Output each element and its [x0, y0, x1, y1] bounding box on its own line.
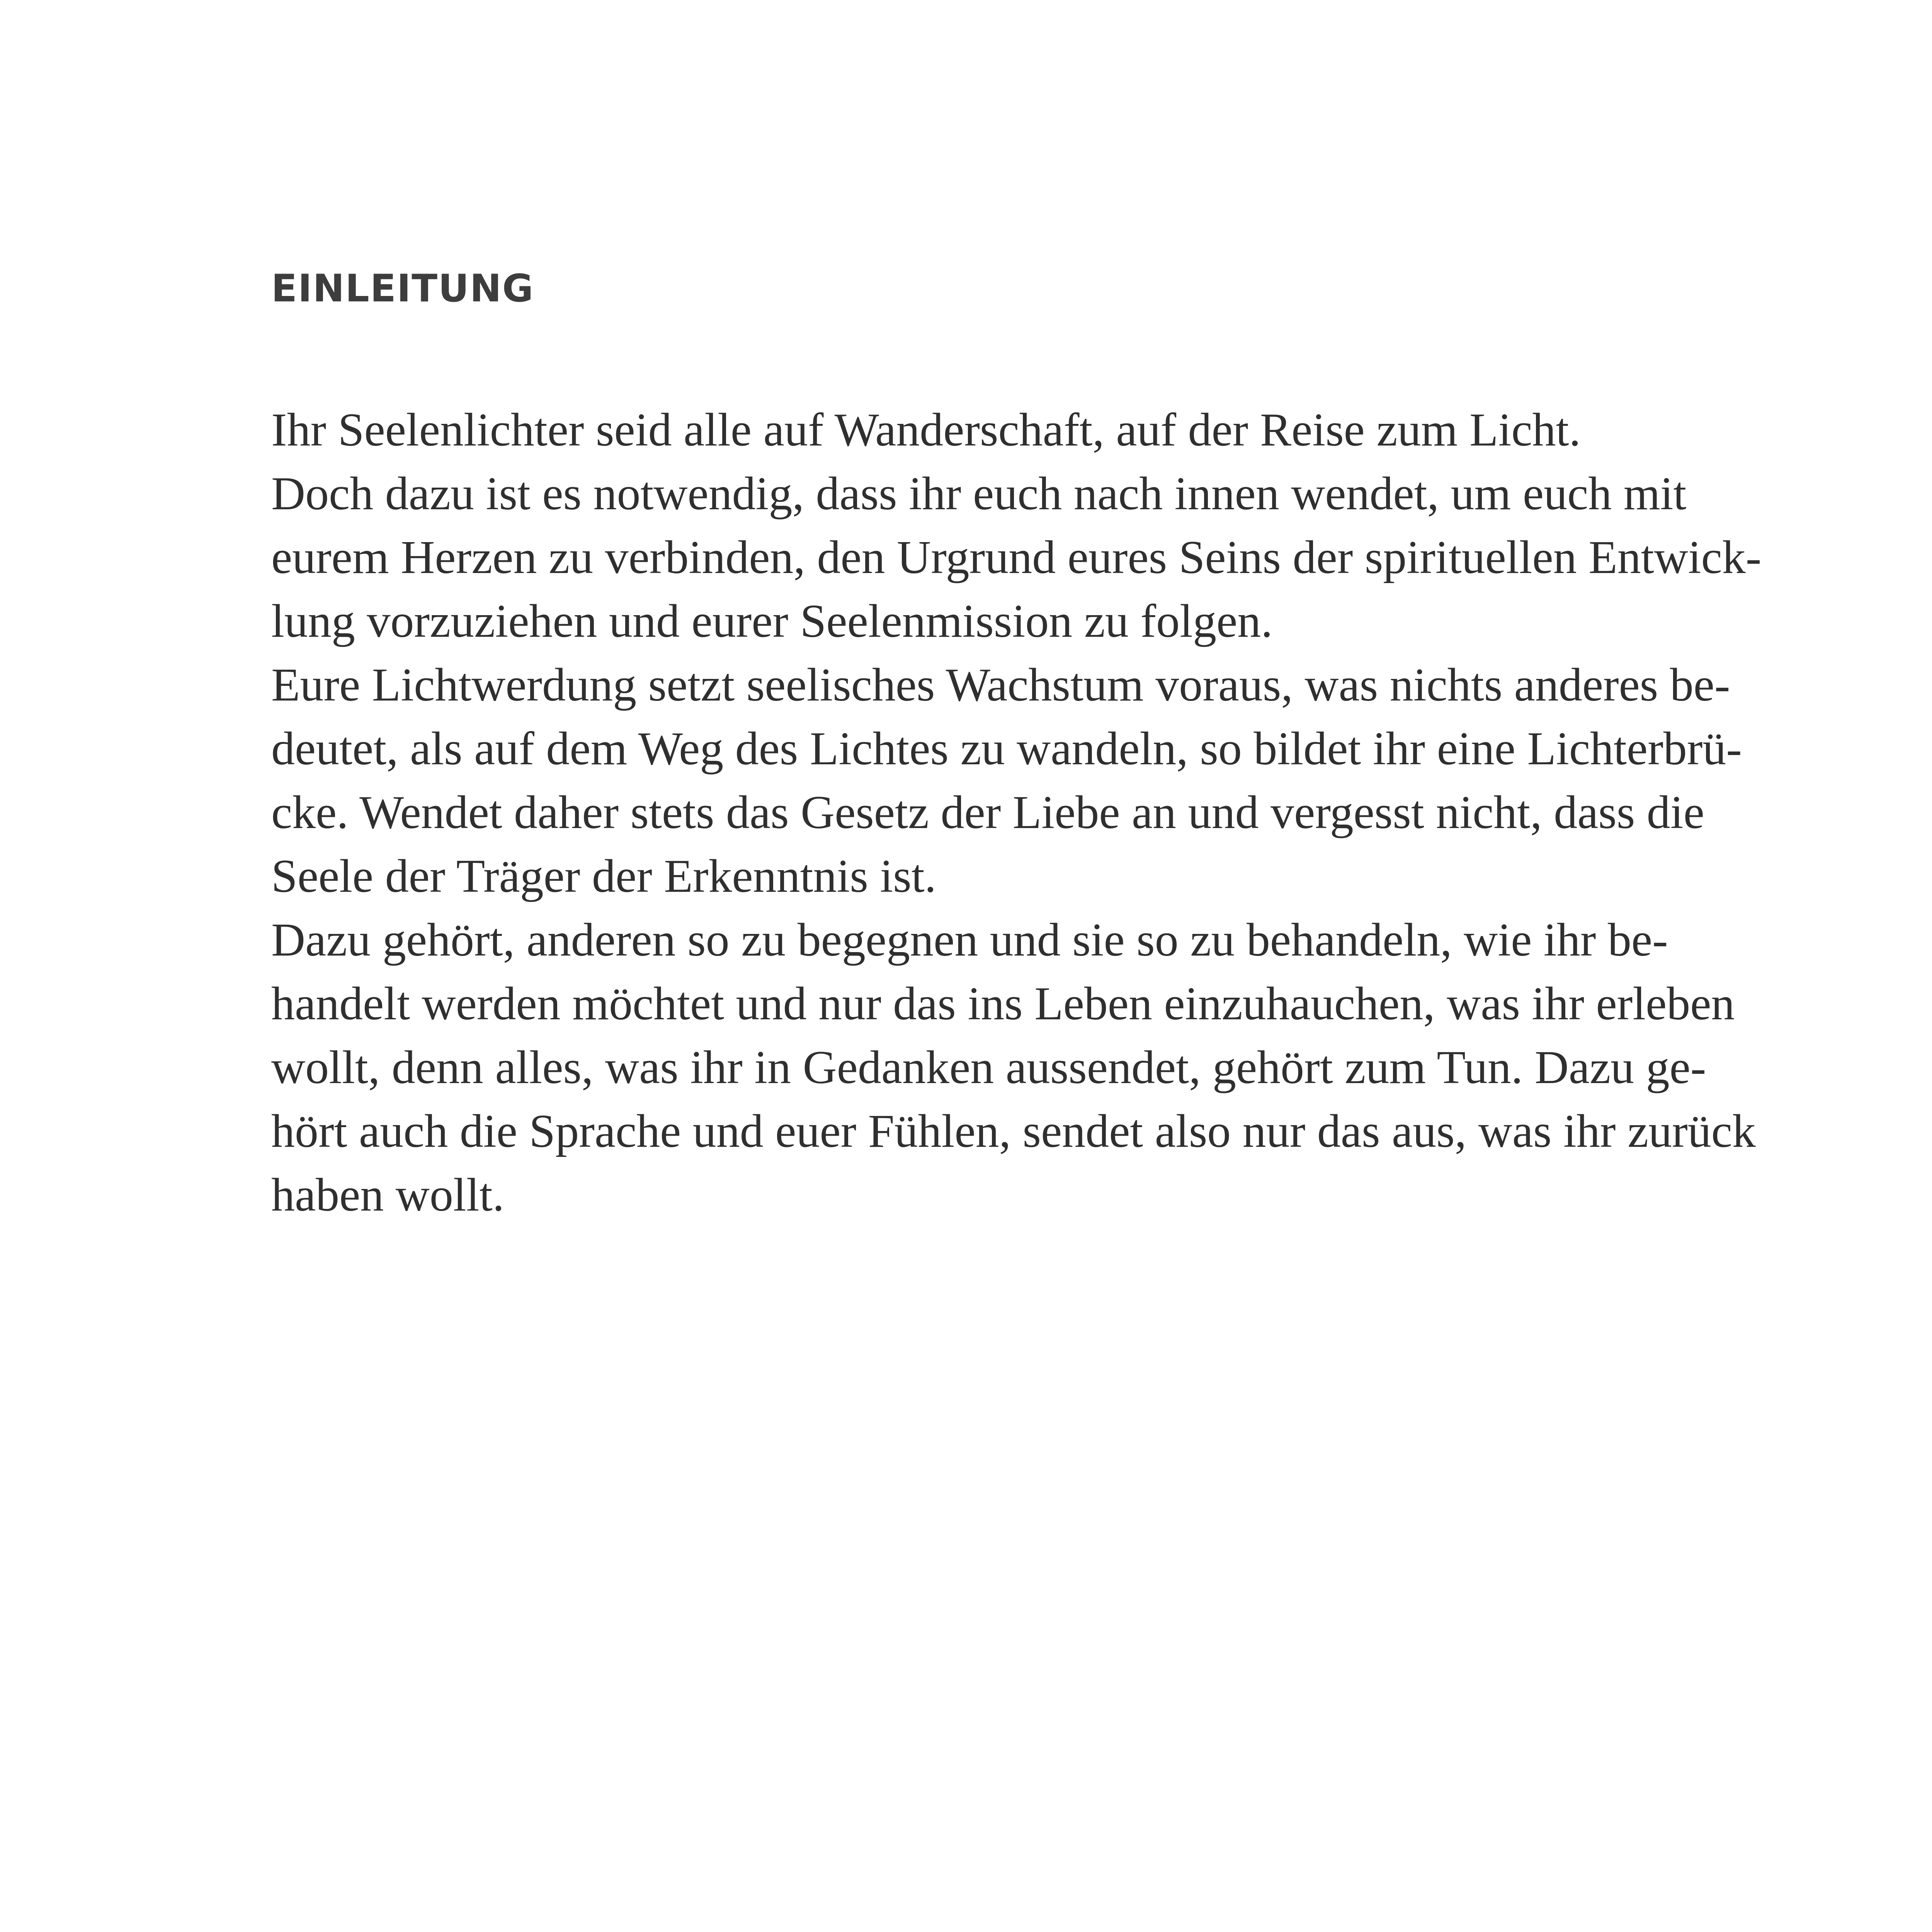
- text-line: Doch dazu ist es notwendig, dass ihr euch nach innen wendet, um euch mit: [271, 468, 1687, 520]
- text-line: hört auch die Sprache und euer Fühlen, sendet also nur das aus, was ihr zurück: [271, 1105, 1756, 1157]
- body-paragraph: [271, 398, 1817, 1227]
- text-line: haben wollt.: [271, 1169, 505, 1221]
- text-line: Dazu gehört, anderen so zu begegnen und sie so zu behandeln, wie ihr be-: [271, 914, 1668, 966]
- text-line: Ihr Seelenlichter seid alle auf Wanderschaft, auf der Reise zum Licht.: [271, 404, 1581, 456]
- section-heading: EINLEITUNG: [271, 267, 534, 311]
- text-line: eurem Herzen zu verbinden, den Urgrund eures Seins der spirituellen Entwick-: [271, 531, 1762, 583]
- text-line: handelt werden möchtet und nur das ins Leben einzuhauchen, was ihr erleben: [271, 978, 1735, 1030]
- text-line: Seele der Träger der Erkenntnis ist.: [271, 850, 937, 902]
- text-line: lung vorzuziehen und eurer Seelenmission zu folgen.: [271, 595, 1273, 647]
- text-line: cke. Wendet daher stets das Gesetz der Liebe an und vergesst nicht, dass die: [271, 786, 1704, 838]
- text-line: Eure Lichtwerdung setzt seelisches Wachstum voraus, was nichts anderes be-: [271, 659, 1730, 711]
- text-line: wollt, denn alles, was ihr in Gedanken aussendet, gehört zum Tun. Dazu ge-: [271, 1041, 1706, 1094]
- text-line: deutet, als auf dem Weg des Lichtes zu wandeln, so bildet ihr eine Lichterbrü-: [271, 723, 1742, 775]
